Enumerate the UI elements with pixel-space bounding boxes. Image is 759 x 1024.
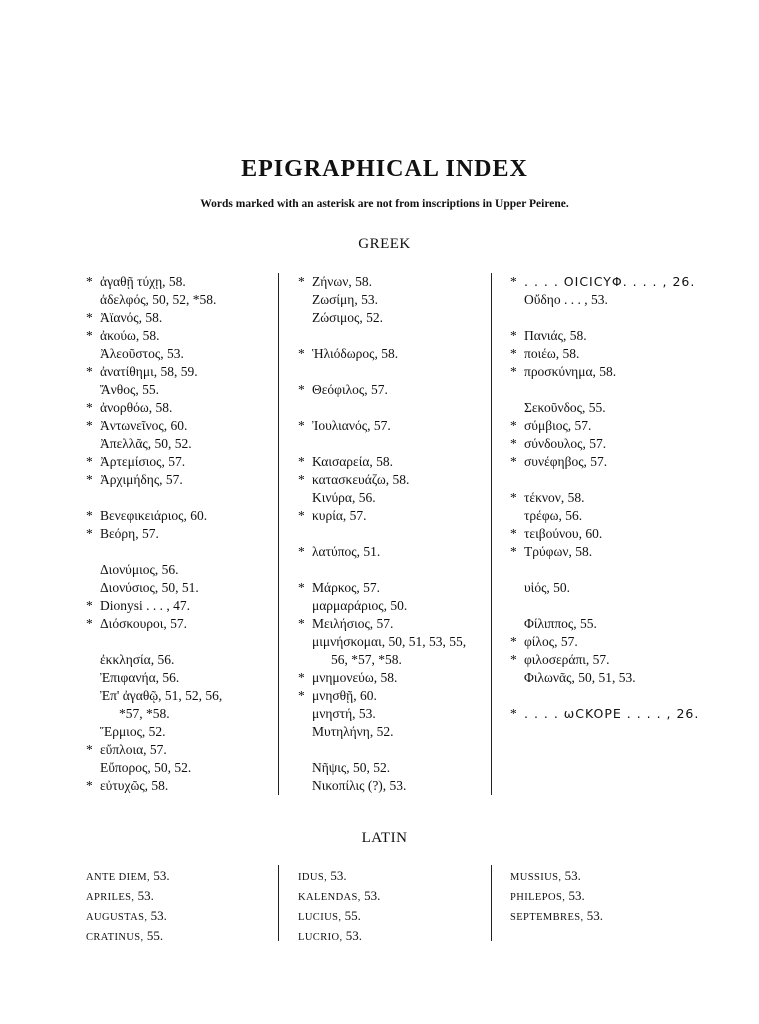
index-entry — [510, 907, 603, 927]
asterisk-marker: * — [86, 472, 93, 487]
index-entry-text: *57, *58. — [119, 706, 170, 721]
index-entry — [298, 887, 380, 907]
index-entry-text: ἀδελφός, 50, 52, *58. — [100, 292, 217, 307]
latin-term: SEPTEMBRES, — [510, 912, 584, 923]
index-entry-text: Ἀϊανός, 58. — [100, 310, 163, 325]
index-entry — [510, 507, 699, 525]
index-entry-text: Ἄνθος, 55. — [100, 382, 159, 397]
index-entry — [86, 417, 222, 435]
latin-term: CRATINUS, — [86, 932, 144, 943]
index-entry-text: Ἀρχιμήδης, 57. — [100, 472, 183, 487]
index-entry — [86, 597, 222, 615]
page-reference: 53. — [153, 868, 170, 883]
greek-column-1 — [86, 273, 222, 795]
index-entry — [298, 597, 466, 615]
index-entry — [86, 561, 222, 579]
index-entry-text: Διόσκουροι, 57. — [100, 616, 188, 631]
index-entry-text: ἀκούω, 58. — [100, 328, 160, 343]
index-entry-text: Διονύσιος, 50, 51. — [100, 580, 199, 595]
index-entry — [510, 887, 603, 907]
index-entry-text: Ζώσιμος, 52. — [312, 310, 384, 325]
asterisk-marker: * — [86, 328, 93, 343]
page-reference: 53. — [568, 888, 585, 903]
asterisk-marker: * — [298, 382, 305, 397]
index-entry — [298, 867, 380, 887]
index-entry-text: Κινύρα, 56. — [312, 490, 376, 505]
index-entry-text: Dionysi . . . , 47. — [100, 598, 191, 613]
greek-column-3 — [510, 273, 699, 723]
index-entry — [86, 615, 222, 633]
index-entry-text: ἀνατίθημι, 58, 59. — [100, 364, 198, 379]
index-entry-text: ποιέω, 58. — [524, 346, 580, 361]
index-entry — [298, 927, 380, 947]
asterisk-marker: * — [510, 364, 517, 379]
page-reference: 53. — [345, 928, 363, 943]
index-entry — [510, 669, 699, 687]
index-entry-text: Βενεφικειάριος, 60. — [100, 508, 208, 523]
column-divider — [491, 273, 492, 795]
column-divider — [278, 273, 279, 795]
index-entry — [510, 867, 603, 887]
page-title: EPIGRAPHICAL INDEX — [241, 156, 528, 182]
index-entry — [298, 309, 466, 327]
asterisk-marker: * — [298, 274, 305, 289]
latin-term: MUSSIUS, — [510, 872, 562, 883]
index-entry — [86, 381, 222, 399]
index-entry — [510, 579, 699, 597]
index-entry — [510, 327, 699, 345]
index-entry-text: μνηστή, 53. — [312, 706, 376, 721]
index-entry-text: Ζήνων, 58. — [312, 274, 373, 289]
asterisk-marker: * — [510, 490, 517, 505]
column-divider — [491, 865, 492, 941]
index-entry — [298, 579, 466, 597]
latin-term: IDUS, — [298, 872, 328, 883]
index-entry — [298, 777, 466, 795]
latin-term: LUCRIO, — [298, 932, 343, 943]
index-entry-text: Θεόφιλος, 57. — [312, 382, 388, 397]
index-entry — [510, 543, 699, 561]
index-entry — [298, 273, 466, 291]
latin-term: PHILEPOS, — [510, 892, 566, 903]
index-entry — [298, 543, 466, 561]
latin-term: AUGUSTAS, — [86, 912, 148, 923]
index-entry — [86, 705, 222, 723]
asterisk-marker: * — [298, 580, 305, 595]
index-entry-text: Διονύμιος, 56. — [100, 562, 179, 577]
index-entry-text: Πανιάς, 58. — [524, 328, 587, 343]
latin-column-3 — [510, 867, 603, 927]
asterisk-marker: * — [298, 688, 305, 703]
index-entry — [86, 927, 170, 947]
asterisk-marker: * — [510, 526, 517, 541]
index-entry-text: Ἕρμιος, 52. — [100, 724, 166, 739]
latin-column-1 — [86, 867, 170, 947]
page-reference: 53. — [150, 908, 167, 923]
index-entry-text: ἐκκλησία, 56. — [100, 652, 175, 667]
index-entry — [298, 381, 466, 399]
index-entry — [510, 633, 699, 651]
index-entry-text: μιμνήσκομαι, 50, 51, 53, 55, — [312, 634, 467, 649]
asterisk-marker: * — [86, 508, 93, 523]
index-entry-text: κυρία, 57. — [312, 508, 367, 523]
index-entry — [298, 507, 466, 525]
index-entry — [510, 291, 699, 309]
index-entry — [86, 579, 222, 597]
index-entry — [86, 651, 222, 669]
index-entry — [298, 471, 466, 489]
index-entry — [86, 907, 170, 927]
index-entry — [298, 759, 466, 777]
asterisk-marker: * — [510, 706, 517, 721]
index-entry — [86, 435, 222, 453]
subtitle-note: Words marked with an asterisk are not from inscriptions in Upper Peirene. — [200, 198, 569, 210]
index-entry — [510, 489, 699, 507]
index-entry — [510, 417, 699, 435]
asterisk-marker: * — [298, 616, 305, 631]
index-entry-text: Νῆψις, 50, 52. — [312, 760, 391, 775]
index-entry-text: Φιλωνᾶς, 50, 51, 53. — [524, 670, 636, 685]
index-entry — [86, 723, 222, 741]
index-entry — [86, 345, 222, 363]
latin-term: ANTE DIEM, — [86, 872, 151, 883]
index-entry-text: Σεκοῦνδος, 55. — [524, 400, 606, 415]
index-entry — [510, 651, 699, 669]
asterisk-marker: * — [86, 418, 93, 433]
index-entry — [86, 687, 222, 705]
asterisk-marker: * — [86, 454, 93, 469]
asterisk-marker: * — [86, 616, 93, 631]
index-entry-text: . . . . OICICYΦ. . . . , 26. — [524, 274, 696, 289]
index-entry — [86, 525, 222, 543]
index-entry-text: Ἀντωνεῖνος, 60. — [100, 418, 188, 433]
asterisk-marker: * — [86, 742, 93, 757]
index-entry — [298, 907, 380, 927]
page-reference: 53. — [364, 888, 381, 903]
index-entry-text: Τρύφων, 58. — [524, 544, 593, 559]
page-reference: 53. — [330, 868, 347, 883]
index-entry-text: υἱός, 50. — [524, 580, 571, 595]
index-entry — [510, 399, 699, 417]
index-entry-text: εὐτυχῶς, 58. — [100, 778, 169, 793]
index-entry-text: Μειλήσιος, 57. — [312, 616, 394, 631]
index-entry — [86, 453, 222, 471]
index-entry-text: τρέφω, 56. — [524, 508, 583, 523]
index-entry — [86, 887, 170, 907]
page-reference: 53. — [564, 868, 581, 883]
asterisk-marker: * — [510, 436, 517, 451]
index-entry-text: σύμβιος, 57. — [524, 418, 592, 433]
index-entry — [298, 345, 466, 363]
index-entry-text: Ἀλεοῦστος, 53. — [100, 346, 184, 361]
index-entry — [86, 777, 222, 795]
index-entry-text: Ἡλιόδωρος, 58. — [312, 346, 399, 361]
index-entry-text: Βεόρη, 57. — [100, 526, 159, 541]
index-entry-text: τειβούνου, 60. — [524, 526, 603, 541]
asterisk-marker: * — [298, 418, 305, 433]
index-entry — [86, 327, 222, 345]
index-entry-text: μνημονεύω, 58. — [312, 670, 398, 685]
latin-term: LUCIUS, — [298, 912, 342, 923]
index-entry-text: μνησθῇ, 60. — [312, 688, 377, 703]
index-entry-text: συνέφηβος, 57. — [524, 454, 608, 469]
index-entry-text: σύνδουλος, 57. — [524, 436, 607, 451]
asterisk-marker: * — [298, 346, 305, 361]
index-entry-text: τέκνον, 58. — [524, 490, 585, 505]
index-entry — [86, 399, 222, 417]
asterisk-marker: * — [86, 598, 93, 613]
latin-term: APRILES, — [86, 892, 135, 903]
index-entry-text: Ἀπελλᾶς, 50, 52. — [100, 436, 192, 451]
index-entry — [298, 489, 466, 507]
index-entry-text: Ἰουλιανός, 57. — [312, 418, 391, 433]
index-entry — [86, 363, 222, 381]
index-entry — [86, 867, 170, 887]
index-entry — [510, 273, 699, 291]
page-reference: 55. — [344, 908, 361, 923]
index-entry — [510, 345, 699, 363]
index-entry — [86, 759, 222, 777]
index-entry-text: Μυτηλήνη, 52. — [312, 724, 394, 739]
index-entry-text: Εὔπορος, 50, 52. — [100, 760, 192, 775]
index-entry — [298, 417, 466, 435]
index-entry — [510, 525, 699, 543]
asterisk-marker: * — [510, 346, 517, 361]
index-entry — [86, 309, 222, 327]
index-entry — [86, 291, 222, 309]
index-entry — [510, 363, 699, 381]
page-reference: 53. — [137, 888, 154, 903]
latin-term: KALENDAS, — [298, 892, 361, 903]
asterisk-marker: * — [86, 400, 93, 415]
index-entry-text: . . . . ωCKOPE . . . . , 26. — [524, 706, 700, 721]
asterisk-marker: * — [86, 274, 93, 289]
asterisk-marker: * — [510, 652, 517, 667]
index-entry — [510, 453, 699, 471]
asterisk-marker: * — [86, 526, 93, 541]
index-entry — [298, 669, 466, 687]
index-entry — [86, 273, 222, 291]
asterisk-marker: * — [86, 778, 93, 793]
index-entry — [86, 669, 222, 687]
asterisk-marker: * — [86, 310, 93, 325]
index-entry-text: προσκύνημα, 58. — [524, 364, 617, 379]
index-entry-text: Νικοπίλις (?), 53. — [312, 778, 407, 793]
index-entry — [510, 615, 699, 633]
index-entry — [298, 453, 466, 471]
asterisk-marker: * — [86, 364, 93, 379]
index-entry-text: φιλοσεράπι, 57. — [524, 652, 610, 667]
index-entry-text: ἀνορθόω, 58. — [100, 400, 173, 415]
index-entry — [298, 723, 466, 741]
index-entry-text: εὔπλοια, 57. — [100, 742, 167, 757]
index-entry-text: Ἐπ' ἀγαθῷ, 51, 52, 56, — [100, 688, 223, 703]
index-entry-text: μαρμαράριος, 50. — [312, 598, 408, 613]
asterisk-marker: * — [510, 634, 517, 649]
asterisk-marker: * — [298, 508, 305, 523]
asterisk-marker: * — [298, 670, 305, 685]
index-entry — [86, 507, 222, 525]
index-entry-text: Φίλιππος, 55. — [524, 616, 597, 631]
index-entry-text: Μάρκος, 57. — [312, 580, 381, 595]
index-entry-text: Ζωσίμη, 53. — [312, 292, 378, 307]
asterisk-marker: * — [510, 274, 517, 289]
page-reference: 53. — [586, 908, 604, 923]
index-entry — [298, 291, 466, 309]
index-entry-text: Καισαρεία, 58. — [312, 454, 394, 469]
index-entry-text: Ἀρτεμίσιος, 57. — [100, 454, 186, 469]
index-entry-text: ἀγαθῇ τύχῃ, 58. — [100, 274, 186, 289]
index-entry — [298, 705, 466, 723]
page-reference: 55. — [146, 928, 164, 943]
index-entry-text: κατασκευάζω, 58. — [312, 472, 410, 487]
asterisk-marker: * — [510, 544, 517, 559]
asterisk-marker: * — [298, 472, 305, 487]
column-divider — [278, 865, 279, 941]
index-entry-text: λατύπος, 51. — [312, 544, 381, 559]
section-heading-greek: GREEK — [358, 236, 411, 252]
index-entry — [298, 687, 466, 705]
index-entry — [298, 651, 466, 669]
asterisk-marker: * — [510, 328, 517, 343]
section-heading-latin: LATIN — [361, 830, 408, 846]
latin-column-2 — [298, 867, 380, 947]
greek-column-2 — [298, 273, 466, 795]
index-entry — [86, 471, 222, 489]
asterisk-marker: * — [510, 454, 517, 469]
index-entry-text: Ἐπιφανήα, 56. — [100, 670, 180, 685]
index-entry — [298, 615, 466, 633]
index-entry — [298, 633, 466, 651]
index-entry — [510, 435, 699, 453]
asterisk-marker: * — [510, 418, 517, 433]
asterisk-marker: * — [298, 454, 305, 469]
asterisk-marker: * — [298, 544, 305, 559]
index-entry-text: 56, *57, *58. — [331, 652, 402, 667]
index-entry — [510, 705, 699, 723]
index-entry-text: φίλος, 57. — [524, 634, 578, 649]
index-entry — [86, 741, 222, 759]
index-entry-text: Οὔδηο . . . , 53. — [524, 292, 608, 307]
